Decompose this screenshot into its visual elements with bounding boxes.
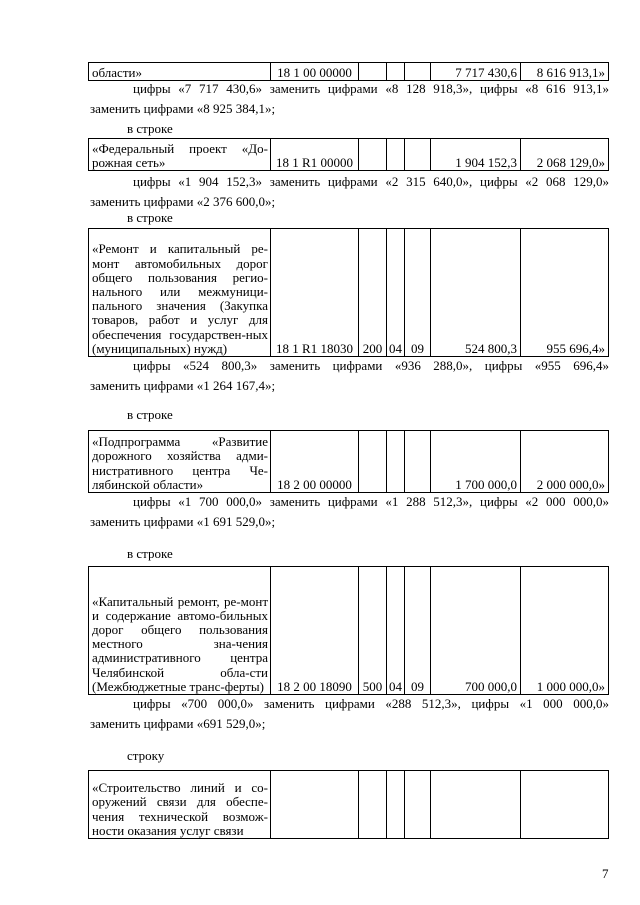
cell-amount-old: 7 717 430,6 bbox=[431, 63, 521, 81]
budget-table-4 bbox=[88, 430, 609, 493]
cell-amount-old: 524 800,3 bbox=[431, 229, 521, 357]
cell-type: 500 bbox=[359, 567, 387, 695]
cell-amount-new: 2 068 129,0» bbox=[521, 139, 609, 171]
cell-section bbox=[387, 139, 405, 171]
cell-subsection bbox=[405, 63, 431, 81]
cell-subsection bbox=[405, 139, 431, 171]
table-row bbox=[89, 63, 609, 81]
amendment-line-continuation: заменить цифрами «691 529,0»; bbox=[90, 716, 266, 731]
cell-section bbox=[387, 63, 405, 81]
table-row bbox=[89, 771, 609, 839]
instruction-label: в строке bbox=[127, 546, 173, 561]
amendment-line-continuation: заменить цифрами «2 376 600,0»; bbox=[90, 194, 276, 209]
cell-amount-new: 8 616 913,1» bbox=[521, 63, 609, 81]
cell-description: «Капитальный ремонт, ре-монт и содержание автомо-бильных дорог общего пользования местного зна-чения административного центра Челябинской обла-сти (Межбюджетные транс-ферты) bbox=[89, 567, 271, 695]
cell-amount-old: 1 700 000,0 bbox=[431, 431, 521, 493]
budget-table-3 bbox=[88, 228, 609, 357]
cell-section: 04 bbox=[387, 229, 405, 357]
cell-description: «Строительство линий и со-оружений связи для обеспе-чения технической возмож-ности оказания услуг связи bbox=[89, 771, 271, 839]
amendment-line-continuation: заменить цифрами «8 925 384,1»; bbox=[90, 101, 276, 116]
amendment-line: цифры «524 800,3» заменить цифрами «936 288,0», цифры «955 696,4» bbox=[133, 358, 609, 373]
cell-section: 04 bbox=[387, 567, 405, 695]
cell-subsection bbox=[405, 771, 431, 839]
cell-type: 200 bbox=[359, 229, 387, 357]
cell-code: 18 2 00 18090 bbox=[271, 567, 359, 695]
cell-code: 18 1 00 00000 bbox=[271, 63, 359, 81]
table-row bbox=[89, 431, 609, 493]
instruction-label: в строке bbox=[127, 121, 173, 136]
amendment-line: цифры «7 717 430,6» заменить цифрами «8 128 918,3», цифры «8 616 913,1» bbox=[133, 81, 609, 96]
cell-amount-old bbox=[431, 771, 521, 839]
cell-subsection bbox=[405, 431, 431, 493]
budget-table-5 bbox=[88, 566, 609, 695]
cell-amount-old: 700 000,0 bbox=[431, 567, 521, 695]
amendment-line: цифры «1 904 152,3» заменить цифрами «2 315 640,0», цифры «2 068 129,0» bbox=[133, 174, 609, 189]
table-row bbox=[89, 229, 609, 357]
instruction-label: строку bbox=[127, 748, 165, 763]
budget-table-2 bbox=[88, 138, 609, 171]
cell-amount-new bbox=[521, 771, 609, 839]
cell-subsection: 09 bbox=[405, 229, 431, 357]
amendment-line-continuation: заменить цифрами «1 691 529,0»; bbox=[90, 514, 276, 529]
cell-section bbox=[387, 771, 405, 839]
cell-code bbox=[271, 771, 359, 839]
cell-description: области» bbox=[89, 63, 271, 81]
instruction-label: в строке bbox=[127, 407, 173, 422]
budget-table-6 bbox=[88, 770, 609, 839]
cell-type bbox=[359, 139, 387, 171]
table-row bbox=[89, 567, 609, 695]
cell-description: «Ремонт и капитальный ре-монт автомобильных дорог общего пользования регио-нального или межмуници-пального значения (Закупка товаров, работ и услуг для обеспечения государствен-ных (муниципальных) нужд) bbox=[89, 229, 271, 357]
cell-type bbox=[359, 771, 387, 839]
instruction-label: в строке bbox=[127, 210, 173, 225]
cell-amount-new: 955 696,4» bbox=[521, 229, 609, 357]
budget-table-1 bbox=[88, 62, 609, 81]
cell-code: 18 2 00 00000 bbox=[271, 431, 359, 493]
amendment-line: цифры «700 000,0» заменить цифрами «288 512,3», цифры «1 000 000,0» bbox=[133, 696, 609, 711]
cell-type bbox=[359, 63, 387, 81]
cell-section bbox=[387, 431, 405, 493]
cell-amount-new: 2 000 000,0» bbox=[521, 431, 609, 493]
cell-type bbox=[359, 431, 387, 493]
cell-code: 18 1 R1 00000 bbox=[271, 139, 359, 171]
cell-code: 18 1 R1 18030 bbox=[271, 229, 359, 357]
table-row bbox=[89, 139, 609, 171]
cell-subsection: 09 bbox=[405, 567, 431, 695]
amendment-line: цифры «1 700 000,0» заменить цифрами «1 288 512,3», цифры «2 000 000,0» bbox=[133, 494, 609, 509]
cell-description: «Федеральный проект «До-рожная сеть» bbox=[89, 139, 271, 171]
page-number: 7 bbox=[602, 866, 609, 881]
cell-amount-old: 1 904 152,3 bbox=[431, 139, 521, 171]
amendment-line-continuation: заменить цифрами «1 264 167,4»; bbox=[90, 378, 276, 393]
cell-description: «Подпрограмма «Развитие дорожного хозяйства адми-нистративного центра Че-лябинской области» bbox=[89, 431, 271, 493]
cell-amount-new: 1 000 000,0» bbox=[521, 567, 609, 695]
